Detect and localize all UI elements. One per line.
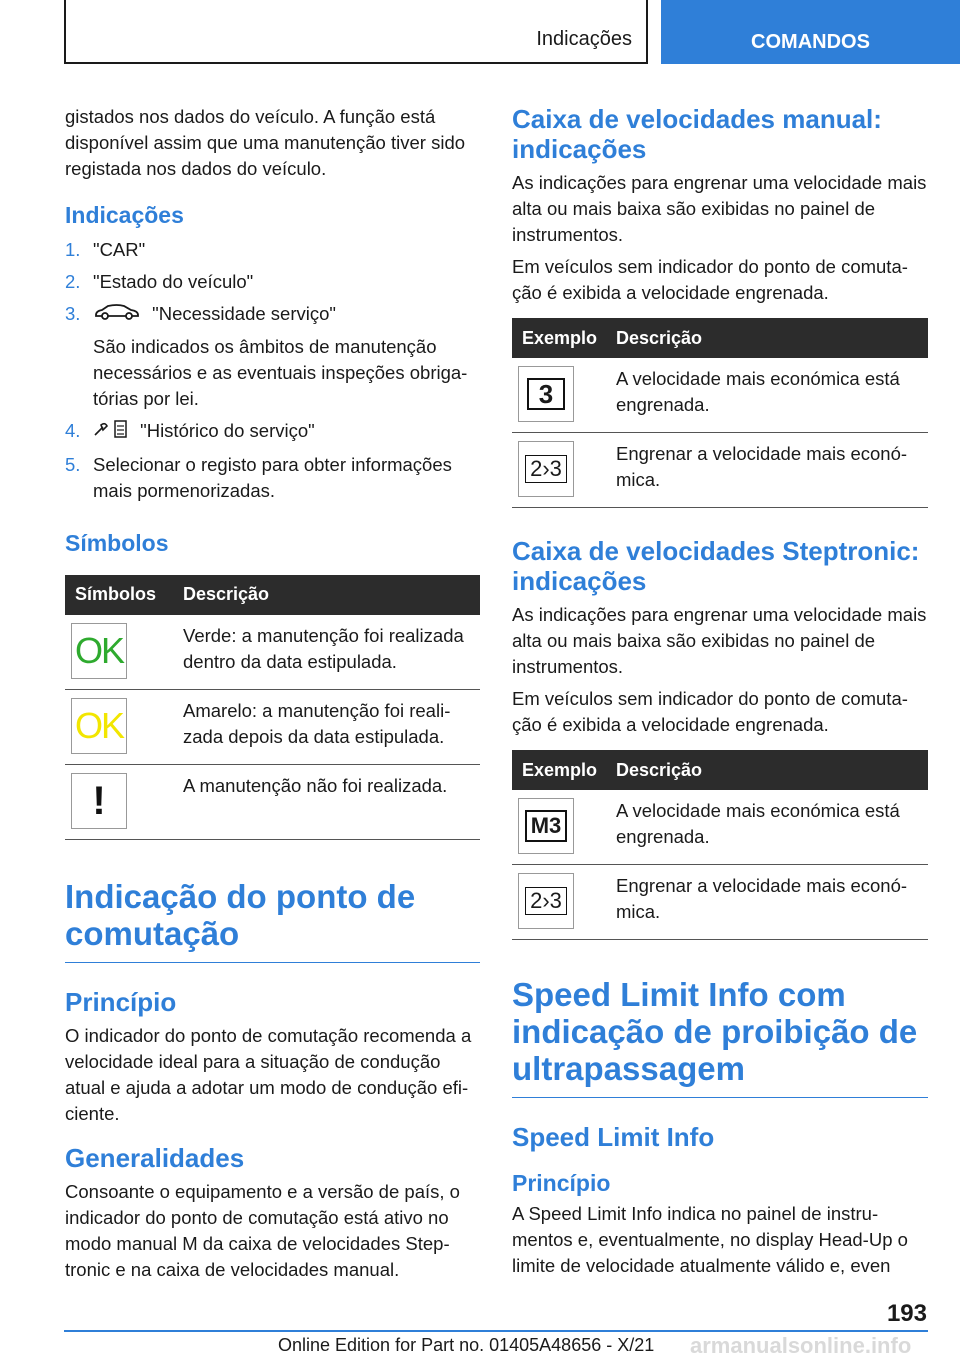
table-cell: A manutenção não foi realizada. — [183, 764, 480, 839]
manual-gearbox-heading: Caixa de velocidades manual: indicações — [512, 104, 882, 164]
steptronic-table — [512, 750, 928, 940]
table-row — [512, 865, 928, 940]
speed-limit-principio-paragraph: A Speed Limit Info indica no painel de instrumentos e, eventualmente, no display Head-Up o limite de velocidade atualmente válido e, even — [512, 1203, 908, 1276]
list-item — [65, 237, 480, 263]
watermark: armanualsonline.info — [690, 1333, 912, 1358]
principio-paragraph: O indicador do ponto de comutação recomenda a velocidade ideal para a situação de condução atual e ajuda a adotar um modo de condução eficiente. — [65, 1024, 472, 1124]
exclamation-icon: ! — [71, 773, 127, 829]
table-header: Exemplo — [512, 318, 616, 358]
list-text: Selecionar o registo para obter informações mais pormenorizadas. — [93, 453, 452, 501]
list-number: 5. — [65, 453, 81, 475]
upshift-2-to-3-icon: 2›3 — [518, 873, 574, 929]
table-row — [65, 615, 480, 690]
table-cell: A velocidade mais económica está engrenada. — [616, 358, 928, 433]
intro-paragraph: gistados nos dados do veículo. A função está disponível assim que uma manutenção tiver sido registada nos dados do veículo. — [65, 106, 466, 179]
table-header: Descrição — [183, 575, 480, 615]
list-text: "Histórico do serviço" — [140, 420, 315, 442]
steptronic-heading: Caixa de velocidades Steptronic: indicações — [512, 536, 920, 596]
steptronic-paragraph-2: Em veículos sem indicador do ponto de comutação é exibida a velocidade engrenada. — [512, 688, 908, 735]
table-cell: Engrenar a velocidade mais económica. — [616, 433, 928, 508]
table-cell: Verde: a manutenção foi realizada dentro da data estipulada. — [183, 615, 480, 690]
footer-edition: Online Edition for Part no. 01405A48656 - X/21 — [278, 1335, 655, 1355]
table-row — [65, 764, 480, 839]
ok-green-icon: OK — [71, 623, 127, 679]
header-section-title: Indicações — [536, 28, 632, 50]
table-row — [512, 433, 928, 508]
left-column — [65, 104, 480, 1289]
list-item — [65, 418, 480, 446]
manual-paragraph-1: As indicações para engrenar uma velocidade mais alta ou mais baixa são exibidas no painel de instrumentos. — [512, 172, 927, 245]
table-row — [512, 358, 928, 433]
right-column — [512, 104, 928, 1285]
principio-heading: Princípio — [65, 986, 177, 1017]
steptronic-paragraph-1: As indicações para engrenar uma velocidade mais alta ou mais baixa são exibidas no painel de instrumentos. — [512, 604, 927, 677]
table-row — [65, 689, 480, 764]
manual-gearbox-table — [512, 318, 928, 508]
table-header: Descrição — [616, 750, 928, 790]
table-cell: A velocidade mais económica está engrenada. — [616, 790, 928, 865]
footer-divider — [64, 1330, 928, 1332]
list-item — [65, 452, 480, 504]
list-number: 1. — [65, 239, 81, 260]
gear-m3-icon: M3 — [518, 798, 574, 854]
list-item — [65, 301, 480, 412]
list-text: "Necessidade serviço" — [152, 303, 336, 324]
table-row — [512, 790, 928, 865]
list-text: "Estado do veículo" — [93, 271, 254, 292]
gear-3-icon: 3 — [518, 366, 574, 422]
table-header: Símbolos — [65, 575, 183, 615]
header-frame — [64, 0, 648, 64]
table-header: Exemplo — [512, 750, 616, 790]
speed-limit-info-heading: Speed Limit Info — [512, 1122, 715, 1152]
manual-paragraph-2: Em veículos sem indicador do ponto de comutação é exibida a velocidade engrenada. — [512, 256, 908, 303]
section-title-speed-limit-info: Speed Limit Info com indicação de proibição de ultrapassagem — [512, 976, 928, 1098]
principio-subheading: Princípio — [512, 1170, 611, 1196]
symbols-table — [65, 575, 480, 840]
car-service-icon — [93, 302, 141, 328]
indicacoes-heading: Indicações — [65, 202, 184, 228]
table-cell: Amarelo: a manutenção foi realizada depois da data estipulada. — [183, 689, 480, 764]
table-header: Descrição — [616, 318, 928, 358]
list-extra-text: São indicados os âmbitos de manutenção necessários e as eventuais inspeções obrigatórias por lei. — [93, 336, 468, 410]
list-text: "CAR" — [93, 239, 146, 260]
generalidades-paragraph: Consoante o equipamento e a versão de país, o indicador do ponto de comutação está ativo no modo manual M da caixa de velocidades Steptronic e na caixa de velocidades manual. — [65, 1180, 460, 1280]
simbolos-heading: Símbolos — [65, 529, 169, 556]
section-title-shift-indicator: Indicação do ponto de comutação — [65, 878, 480, 963]
list-item — [65, 269, 480, 295]
table-cell: Engrenar a velocidade mais económica. — [616, 865, 928, 940]
list-number: 2. — [65, 271, 81, 292]
generalidades-heading: Generalidades — [65, 1142, 245, 1173]
header-chapter-tab[interactable]: COMANDOS — [661, 0, 960, 64]
ok-yellow-icon: OK — [71, 698, 127, 754]
upshift-2-to-3-icon: 2›3 — [518, 441, 574, 497]
page-number: 193 — [886, 1300, 927, 1327]
service-history-icon — [93, 419, 129, 446]
list-number: 4. — [65, 420, 81, 442]
list-number: 3. — [65, 303, 81, 324]
